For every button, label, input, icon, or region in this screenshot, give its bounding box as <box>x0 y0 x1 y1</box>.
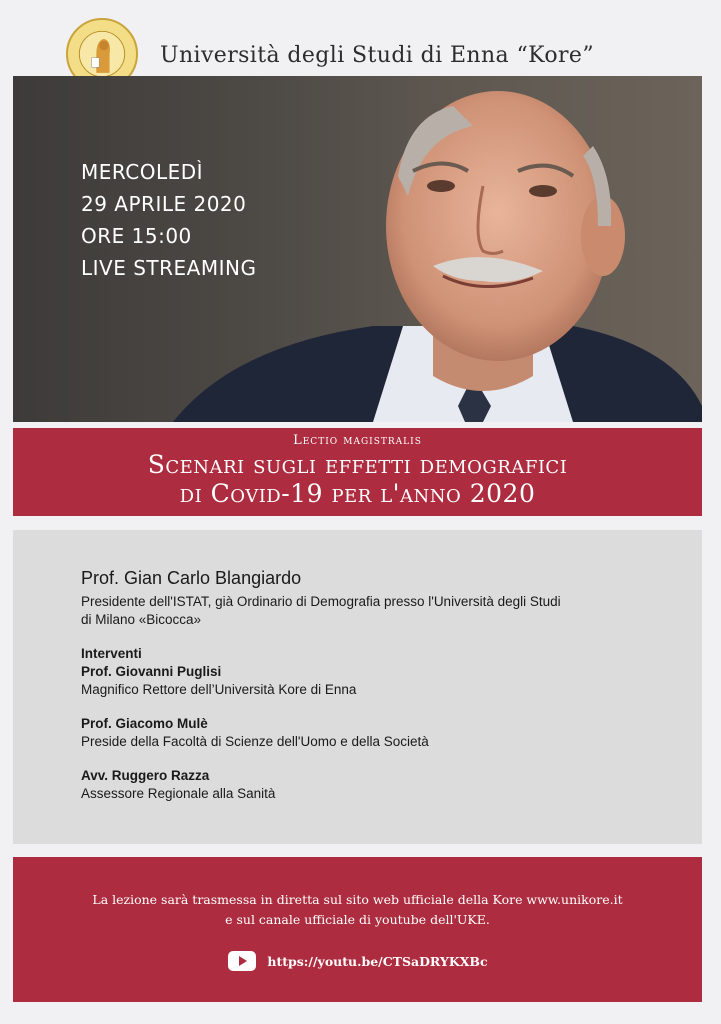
lectio-label: Lectio magistralis <box>293 433 422 448</box>
youtube-icon[interactable] <box>227 950 257 972</box>
speaker-photo <box>13 76 702 422</box>
header <box>0 0 721 82</box>
event-mode: LIVE STREAMING <box>81 256 257 280</box>
title-band <box>13 428 702 516</box>
footer-line-1: La lezione sarà trasmessa in diretta sul sito web ufficiale della Kore www.unikore.it <box>92 892 623 907</box>
speaker-block <box>81 767 561 803</box>
event-date: 29 APRILE 2020 <box>81 192 247 216</box>
speaker-block <box>81 645 561 699</box>
youtube-row <box>13 950 702 972</box>
speaker-name: Prof. Giacomo Mulè <box>81 716 208 731</box>
speaker-block <box>81 715 561 751</box>
speaker-name: Avv. Ruggero Razza <box>81 768 210 783</box>
footer-line-2: e sul canale ufficiale di youtube dell'UKE. <box>225 912 490 927</box>
event-day: MERCOLEDÌ <box>81 160 204 184</box>
speaker-role: Magnifico Rettore dell’Università Kore di Enna <box>81 682 357 697</box>
main-speaker-desc-2: di Milano «Bicocca» <box>81 612 202 627</box>
event-details <box>81 156 256 284</box>
lecture-title-line1: Scenari sugli effetti demografici <box>147 450 568 479</box>
youtube-link[interactable]: https://youtu.be/CTSaDRYKXBc <box>267 953 488 969</box>
footer-text <box>13 890 702 930</box>
speakers-list <box>81 568 561 803</box>
interventi-label: Interventi <box>81 646 142 661</box>
speaker-role: Assessore Regionale alla Sanità <box>81 786 276 801</box>
speaker-name: Prof. Giovanni Puglisi <box>81 664 222 679</box>
speaker-role: Preside della Facoltà di Scienze dell'Uomo e della Società <box>81 734 429 749</box>
main-speaker-desc-1: Presidente dell'ISTAT, già Ordinario di Demografia presso l'Università degli Studi <box>81 594 561 609</box>
university-name: Università degli Studi di Enna “Kore” <box>160 43 594 68</box>
event-time: ORE 15:00 <box>81 224 192 248</box>
speakers-panel <box>13 530 702 844</box>
main-speaker-name: Prof. Gian Carlo Blangiardo <box>81 568 302 588</box>
footer-band <box>13 857 702 1002</box>
lecture-title <box>13 450 702 508</box>
lecture-title-line2: di Covid-19 per l'anno 2020 <box>179 479 536 508</box>
